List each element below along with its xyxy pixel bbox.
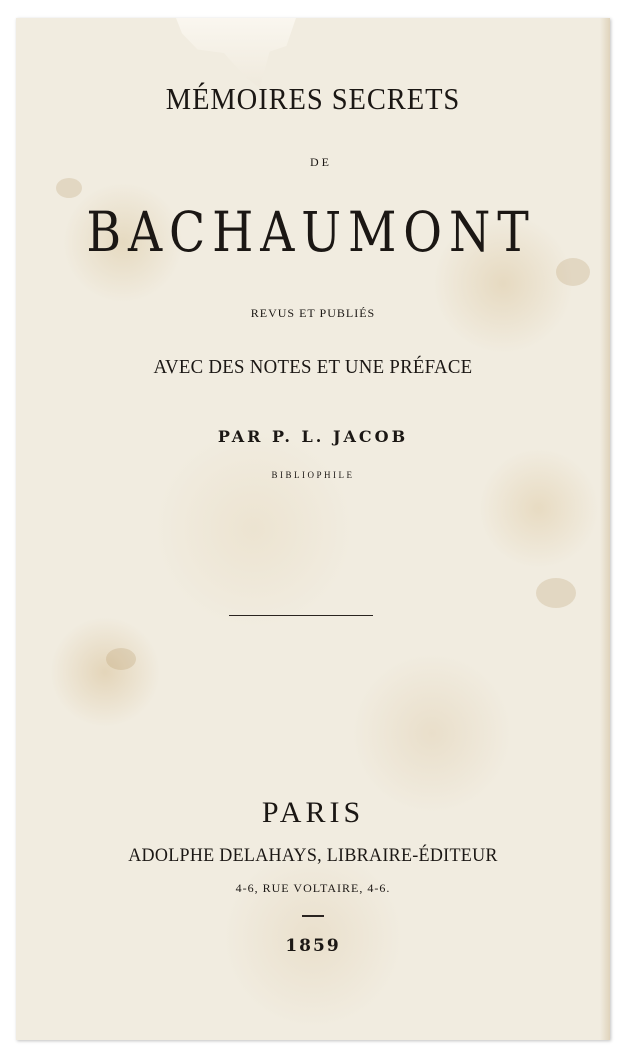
short-separator-rule: [302, 915, 324, 917]
title-main-name: BACHAUMONT: [86, 200, 536, 264]
author-line: PAR P. L. JACOB: [217, 427, 409, 446]
separator-rule: [229, 615, 373, 616]
foxing-stain: [56, 178, 82, 198]
title-line-memoires: MÉMOIRES SECRETS: [165, 81, 461, 116]
foxing-stain: [106, 648, 136, 670]
imprint-publisher: ADOLPHE DELAHAYS, LIBRAIRE-ÉDITEUR: [128, 845, 498, 866]
title-line-de: DE: [310, 155, 332, 169]
subtitle-avec-notes: AVEC DES NOTES ET UNE PRÉFACE: [153, 356, 473, 378]
foxing-stain: [536, 578, 576, 608]
imprint-city: PARIS: [261, 796, 365, 829]
book-title-page: [16, 18, 610, 1040]
imprint-year: 1859: [285, 936, 341, 956]
author-title: BIBLIOPHILE: [271, 470, 355, 480]
torn-paper-patch: [176, 18, 296, 88]
imprint-address: 4-6, RUE VOLTAIRE, 4-6.: [235, 881, 391, 895]
subtitle-revus: REVUS ET PUBLIÉS: [250, 306, 376, 320]
